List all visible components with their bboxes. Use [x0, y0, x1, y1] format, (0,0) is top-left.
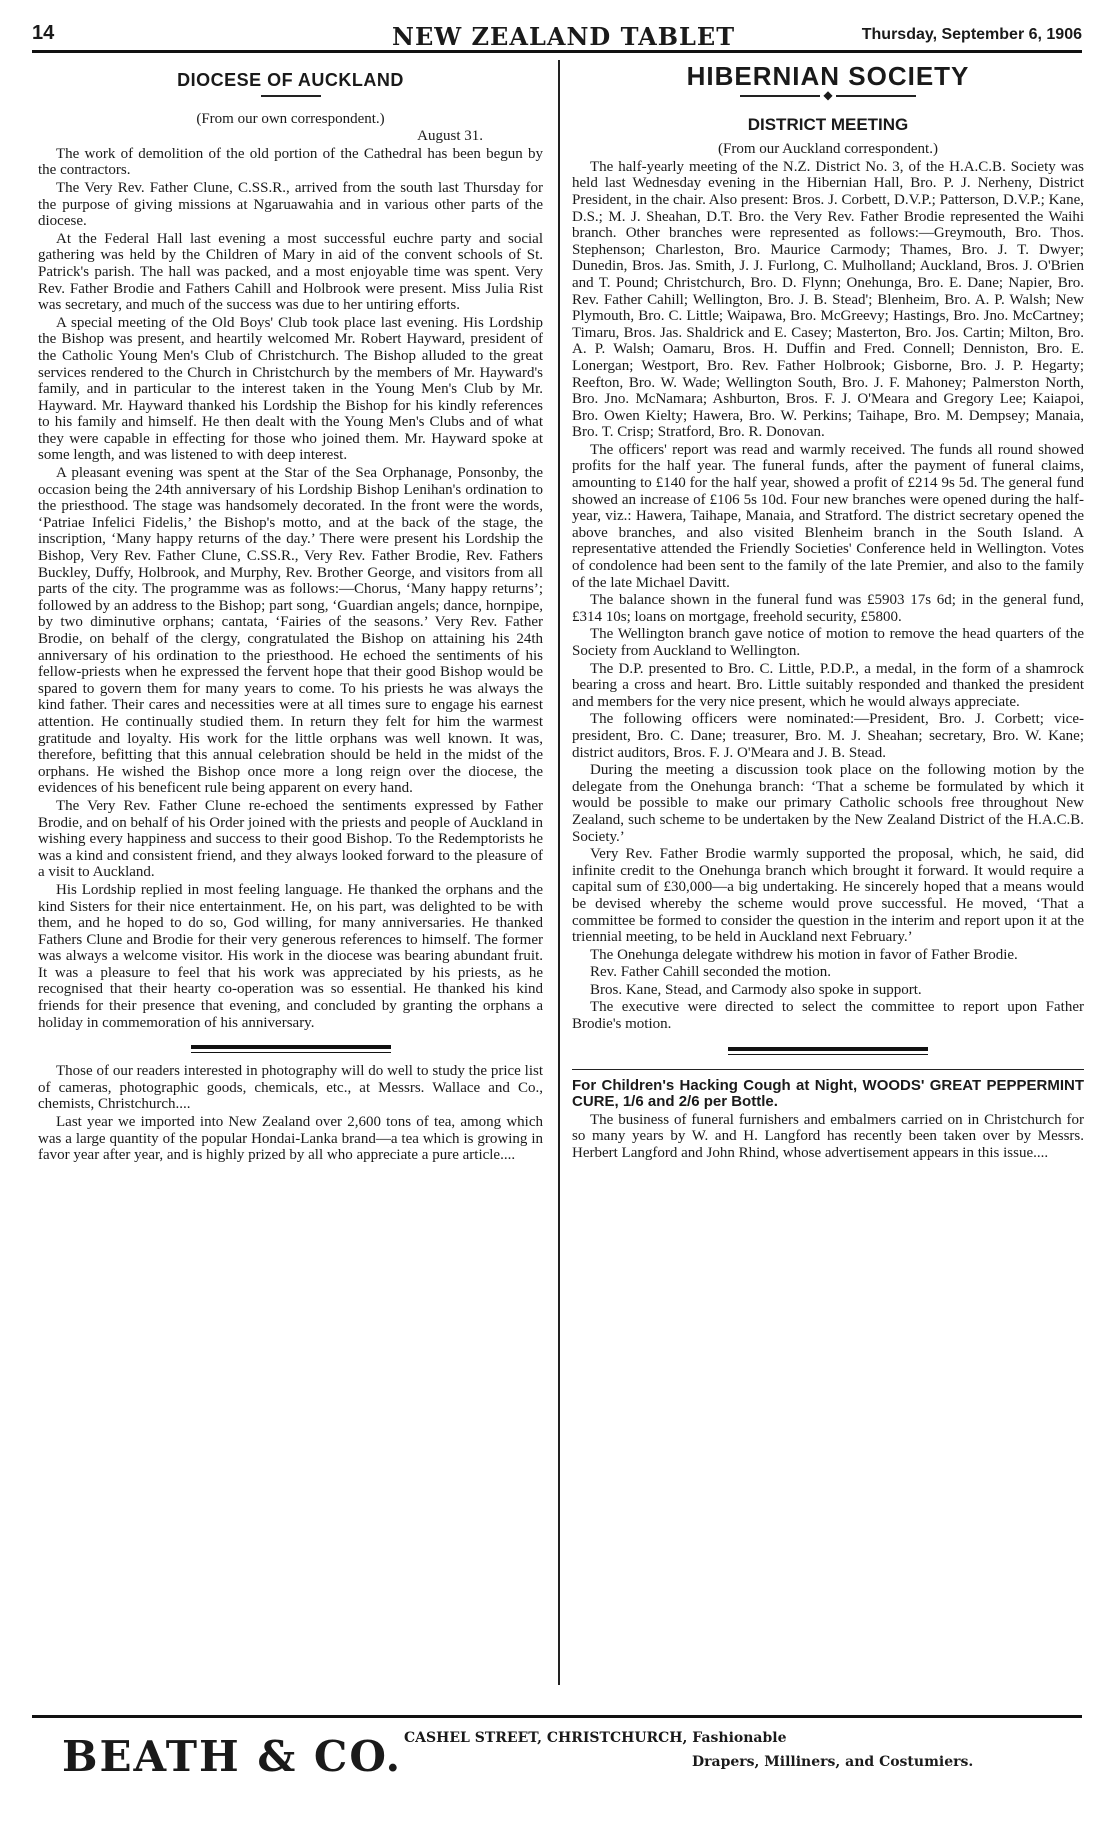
- page-number: 14: [32, 22, 55, 44]
- article-paragraph: The half-yearly meeting of the N.Z. District No. 3, of the H.A.C.B. Society was held last Wednesday evening in the Hibernian Hall, Bro. P. J. Nerheny, District President, in the chair. Also present: Bros. J. Corbett, D.V.P.; Patterson, D.V.P.; Kane, D.S.; M. J. Sheahan, D.T. Bro. the Very Rev. Father Brodie represented the Waihi branch. Other branches were represented as follows:—Greymouth, Bro. Thos. Stephenson; Charleston, Bro. Maurice Carmody; Thames, Bro. J. T. Dwyer; Dunedin, Bros. Jas. Smith, J. J. Furlong, C. Mulholland; Auckland, Bros. J. O'Brien and T. Pound; Christchurch, Bro. D. Flynn; Onehunga, Bro. E. Dane; Napier, Bro. Rev. Father Cahill; Wellington, Bro. J. B. Stead'; Blenheim, Bro. A. P. Walsh; New Plymouth, Bro. C. Little; Waipawa, Bro. McGreevy; Hastings, Bro. Jno. McCartney; Timaru, Bros. Jas. Shaldrick and E. Casey; Masterton, Bro. Jos. Cartin; Milton, Bro. A. P. Walsh; Oamaru, Bros. H. Duffin and Fred. Connell; Denniston, Bro. E. Lonergan; Westport, Bro. Rev. Father Holbrook; Gisborne, Bro. J. P. Hegarty; Reefton, Bro. W. Wade; Wellington South, Bro. J. F. Mahoney; Palmerston North, Bro. Jno. McNamara; Ashburton, Bros. F. J. O'Meara and Gregory Lee; Kaiapoi, Bro. Owen Kielty; Hawera, Bro. W. Perkins; Taihape, Bro. M. Dempsey; Manaia, Bro. T. Crisp; Stratford, Bro. R. Donovan.: [572, 158, 1084, 441]
- article-heading-hibernian: HIBERNIAN SOCIETY: [686, 61, 970, 91]
- cough-cure-advert: For Children's Hacking Cough at Night, WOODS' GREAT PEPPERMINT CURE, 1/6 and 2/6 per Bottle.: [572, 1076, 1084, 1111]
- ornament-rule: ◆: [572, 89, 1084, 101]
- article-paragraph: The officers' report was read and warmly received. The funds all round showed profits for the half year. The funeral funds, after the payment of funeral claims, amounting to £140 for the half year, showed a profit of £214 9s 5d. The general fund showed an increase of £106 5s 10d. Four new branches were opened during the half-year, viz.: Hawera, Taihape, Manaia, and Stratford. The district secretary opened the above branches, and also visited Blenheim branch in the South Island. A representative attended the Friendly Societies' Conference held in Wellington. Votes of condolence had been sent to the family of the late Premier, and also to the family of the late Michael Davitt.: [572, 441, 1084, 591]
- article-paragraph: The Very Rev. Father Clune, C.SS.R., arrived from the south last Thursday for the purpose of giving missions at Ngaruawahia and in various other parts of the diocese.: [38, 179, 543, 230]
- article-paragraph: A special meeting of the Old Boys' Club took place last evening. His Lordship the Bishop was present, and heartily welcomed Mr. Robert Hayward, president of the Catholic Young Men's Club of Christchurch. The Bishop alluded to the great services rendered to the Church in Christchurch by the members of Mr. Hayward's family, and in particular to the interest taken in the Young Men's Club by Mr. Hayward. Mr. Hayward thanked his Lordship the Bishop for his kindly references to his family and himself. He then dealt with the Young Men's Clubs and of what they were capable in effecting for those who joined them. Mr. Hayward spoke at some length, and was listened to with deep interest.: [38, 314, 543, 464]
- article-paragraph: The Onehunga delegate withdrew his motion in favor of Father Brodie.: [590, 946, 1018, 963]
- column-divider: [558, 60, 560, 1685]
- article-heading-diocese: DIOCESE OF AUCKLAND: [177, 70, 404, 90]
- article-paragraph: The following officers were nominated:—President, Bro. J. Corbett; vice-president, Bro. C. Dane; treasurer, Bro. M. J. Sheahan; secretary, Bro. W. Kane; district auditors, Bros. F. J. O'Meara and J. B. Stead.: [572, 711, 1084, 761]
- left-column: [38, 62, 543, 1165]
- masthead-title: NEW ZEALAND TABLET: [392, 22, 736, 51]
- article-paragraph: At the Federal Hall last evening a most successful euchre party and social gathering was held by the Children of Mary in aid of the convent schools of St. Patrick's parish. The hall was packed, and a most enjoyable time was spent. Very Rev. Father Brodie and Fathers Cahill and Holbrook were present. Miss Julia Rist was secretary, and much of the success was due to her untiring efforts.: [38, 230, 543, 314]
- advert-firm-name: BEATH & CO.: [62, 1732, 403, 1781]
- section-rule: [191, 1045, 391, 1053]
- article-paragraph: The Wellington branch gave notice of motion to remove the head quarters of the Society from Auckland to Wellington.: [572, 626, 1084, 659]
- advert-address: CASHEL STREET, CHRISTCHURCH, Fashionable: [404, 1730, 787, 1746]
- article-paragraph: The work of demolition of the old portion of the Cathedral has been begun by the contractors.: [38, 145, 543, 179]
- article-paragraph: During the meeting a discussion took place on the following motion by the delegate from the Onehunga branch: ‘That a scheme be formulated by which it would be possible to make our primary Catholic schools free throughout New Zealand, such scheme to be undertaken by the New Zealand District of the H.A.C.B. Society.’: [572, 762, 1084, 845]
- article-paragraph: The Very Rev. Father Clune re-echoed the sentiments expressed by Father Brodie, and on behalf of his Order joined with the priests and people of Auckland in wishing every happiness and success to their good Bishop. To the Redemptorists he was a kind and consistent friend, and they always looked forward to the pleasure of a visit to Auckland.: [38, 797, 543, 881]
- article-paragraph: The executive were directed to select the committee to report upon Father Brodie's motion.: [572, 999, 1084, 1033]
- dateline: August 31.: [417, 128, 483, 145]
- article-paragraph: Very Rev. Father Brodie warmly supported the proposal, which, he said, did infinite credit to the Onehunga branch which brought it forward. It would require a capital sum of £30,000—a big undertaking. He sincerely hoped that a means would be devised whereby the scheme would prove successful. He moved, ‘That a committee be formed to consider the question in the interim and report upon it at the triennial meeting, to be held in Auckland next February.’: [572, 846, 1084, 946]
- article-paragraph: The balance shown in the funeral fund was £5903 17s 6d; in the general fund, £314 10s; loans on mortgage, freehold security, £5800.: [572, 592, 1084, 625]
- notice-rule: [572, 1069, 1084, 1070]
- article-paragraph: His Lordship replied in most feeling language. He thanked the orphans and the kind Sisters for their nice entertainment. He, on his part, was delighted to be with them, and he hoped to do so, God willing, for many anniversaries. He thanked Fathers Clune and Brodie for their very generous references to himself. The former was always a welcome visitor. His work in the diocese was bearing abundant fruit. It was a pleasure to feel that his work was appreciated by his priests, as he recognised that their hearty co-operation was so essential. He thanked his kind friends for their presence that evening, and concluded by granting the orphans a holiday in commemoration of his anniversary.: [38, 881, 543, 1031]
- advert-trade: Drapers, Milliners, and Costumiers.: [692, 1754, 974, 1770]
- page-header: [32, 20, 1082, 53]
- article-paragraph: Rev. Father Cahill seconded the motion.: [590, 964, 832, 981]
- tea-notice: Last year we imported into New Zealand over 2,600 tons of tea, among which was a large quantity of the popular Hondai-Lanka brand—a tea which is growing in favor year after year, and is highly prized by all who appreciate a pure article....: [38, 1114, 543, 1164]
- heading-rule: [261, 95, 321, 97]
- right-column: [572, 62, 1084, 1163]
- byline: (From our Auckland correspondent.): [718, 141, 938, 158]
- issue-date: Thursday, September 6, 1906: [861, 26, 1082, 43]
- article-paragraph: The D.P. presented to Bro. C. Little, P.D.P., a medal, in the form of a shamrock bearing a cross and heart. Bro. Little suitably responded and thanked the president and members for the very nice present, which he would always appreciate.: [572, 660, 1084, 710]
- article-paragraph: A pleasant evening was spent at the Star of the Sea Orphanage, Ponsonby, the occasion being the 24th anniversary of his Lordship Bishop Lenihan's ordination to the priesthood. The stage was handsomely decorated. In the front were the words, ‘Patriae Infelici Fidelis,’ the Bishop's motto, and at the back of the stage, the inscription, ‘Many happy returns of the day.’ There were present his Lordship the Bishop, Very Rev. Father Clune, C.SS.R., Very Rev. Father Brodie, Rev. Fathers Buckley, Duffy, Holbrook, and Murphy, Rev. Brother George, and visitors from all parts of the city. The programme was as follows:—Chorus, ‘Many happy returns’; followed by an address to the Bishop; part song, ‘Guardian angels; dance, hornpipe, by two diminutive orphans; cantata, ‘Fairies of the seasons.’ Very Rev. Father Brodie, on behalf of the clergy, congratulated the Bishop on attaining his 24th anniversary of his ordination to the priesthood. He echoed the sentiments of his fellow-priests when he expressed the fervent hope that their good Bishop would be spared to govern them for many years to come. To his priests he was always the kind father. Their cares and necessities were at all times sure to engage his earnest attention. He continually studied them. In return they felt for him the warmest gratitude and loyalty. His work for the little orphans was well known. It was, therefore, befitting that this annual celebration should be held in the midst of the orphans. He wished the Bishop once more a long reign over the diocese, the evidences of his beneficent rule being apparent on every hand.: [38, 465, 543, 797]
- section-rule: [728, 1047, 928, 1055]
- article-subheading: DISTRICT MEETING: [747, 114, 909, 134]
- photography-notice: Those of our readers interested in photography will do well to study the price list of cameras, photographic goods, chemicals, etc., at Messrs. Wallace and Co., chemists, Christchurch....: [38, 1063, 543, 1113]
- funeral-notice: The business of funeral furnishers and embalmers carried on in Christchurch for so many years by W. and H. Langford has recently been taken over by Messrs. Herbert Langford and John Rhind, whose advertisement appears in this issue....: [572, 1111, 1084, 1162]
- bottom-advert: [32, 1715, 1082, 1813]
- byline: (From our own correspondent.): [196, 110, 385, 127]
- article-paragraph: Bros. Kane, Stead, and Carmody also spoke in support.: [590, 981, 922, 998]
